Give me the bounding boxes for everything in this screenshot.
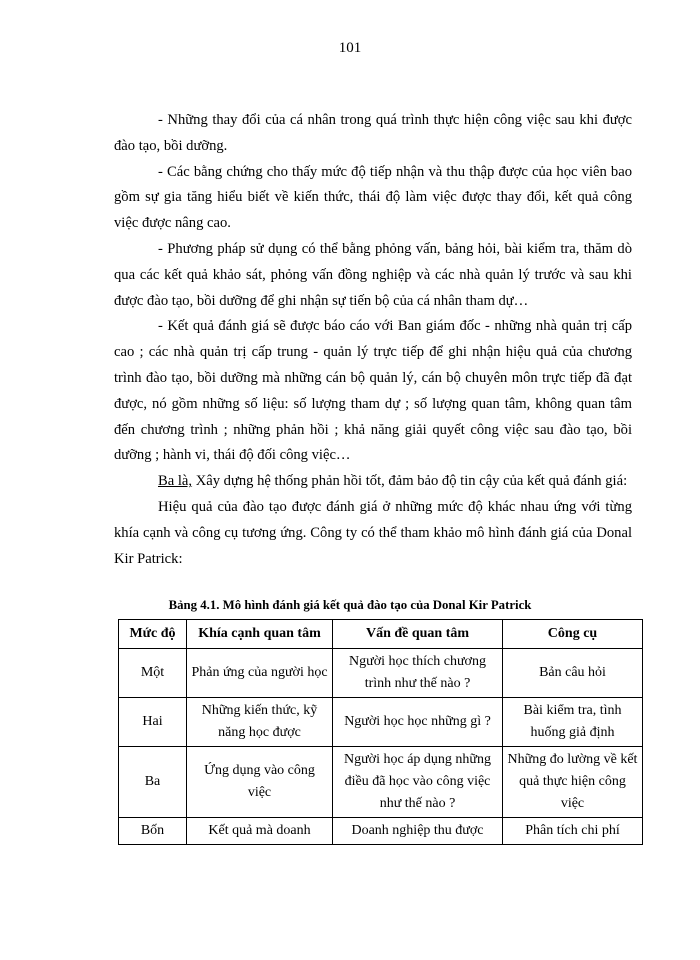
paragraph-effectiveness: Hiệu quả của đào tạo được đánh giá ở những mức độ khác nhau ứng với từng khía cạnh và công cụ tương ứng. Công ty có thể tham khảo mô hình đánh giá của Donal Kir Patrick: [114, 498, 632, 567]
header-issue: Vấn đề quan tâm [333, 620, 503, 649]
paragraph-evidence: - Các bằng chứng cho thấy mức độ tiếp nhận và thu thập được của học viên bao gồm sự gia tăng hiểu biết về kiến thức, thái độ làm việc được thay đổi, kết quả công việc được nâng cao. [114, 163, 632, 232]
paragraph-report: - Kết quả đánh giá sẽ được báo cáo với Ban giám đốc - những nhà quản trị cấp cao ; các nhà quản trị cấp trung - quản lý trực tiếp để ghi nhận hiệu quả của chương trình đào tạo, bồi dưỡng mà những cán bộ quản lý, cán bộ chuyên môn trực tiếp đã đạt được, nó gồm những số liệu: số lượng tham dự ; số lượng quan tâm, không quan tâm đến chương trình ; những phản hồi ; khả năng giải quyết công việc sau đào tạo, bồi dưỡng ; hành vi, thái độ đối công việc… [114, 318, 632, 464]
cell-aspect: Kết quả mà doanh [187, 818, 333, 845]
table-row [119, 818, 643, 845]
evaluation-model-table [118, 619, 643, 845]
cell-tool: Phân tích chi phí [503, 818, 643, 845]
body-text [114, 108, 632, 572]
cell-level: Bốn [119, 818, 187, 845]
page-number: 101 [338, 40, 362, 56]
paragraph-personal-changes: - Những thay đổi của cá nhân trong quá trình thực hiện công việc sau khi được đào tạo, bồi dưỡng. [114, 112, 632, 154]
cell-issue: Người học thích chương trình như thế nào ? [333, 649, 503, 698]
cell-tool: Những đo lường về kết quả thực hiện công việc [503, 747, 643, 818]
paragraph-feedback-system [114, 469, 632, 495]
table-row [119, 747, 643, 818]
table-row [119, 649, 643, 698]
paragraph-methods: - Phương pháp sử dụng có thể bằng phỏng vấn, bảng hỏi, bài kiểm tra, thăm dò qua các kết quả khảo sát, phỏng vấn đồng nghiệp và các nhà quản lý trước và sau khi được đào tạo, bồi dưỡng để ghi nhận sự tiến bộ của cá nhân tham dự… [114, 240, 632, 309]
cell-level: Một [119, 649, 187, 698]
table-row [119, 698, 643, 747]
cell-issue: Doanh nghiệp thu được [333, 818, 503, 845]
table-caption: Bảng 4.1. Mô hình đánh giá kết quả đào tạo của Donal Kir Patrick [168, 598, 532, 612]
header-tool: Công cụ [503, 620, 643, 649]
cell-tool: Bản câu hỏi [503, 649, 643, 698]
cell-aspect: Phản ứng của người học [187, 649, 333, 698]
cell-aspect: Ứng dụng vào công việc [187, 747, 333, 818]
cell-issue: Người học áp dụng những điều đã học vào công việc như thế nào ? [333, 747, 503, 818]
header-aspect: Khía cạnh quan tâm [187, 620, 333, 649]
cell-aspect: Những kiến thức, kỹ năng học được [187, 698, 333, 747]
ba-la-label: Ba là, [158, 473, 193, 490]
cell-issue: Người học học những gì ? [333, 698, 503, 747]
cell-level: Hai [119, 698, 187, 747]
cell-level: Ba [119, 747, 187, 818]
table-header-row [119, 620, 643, 649]
header-level: Mức độ [119, 620, 187, 649]
cell-tool: Bài kiểm tra, tình huống giả định [503, 698, 643, 747]
feedback-system-text: Xây dựng hệ thống phản hồi tốt, đảm bảo độ tin cậy của kết quả đánh giá: [192, 473, 628, 490]
